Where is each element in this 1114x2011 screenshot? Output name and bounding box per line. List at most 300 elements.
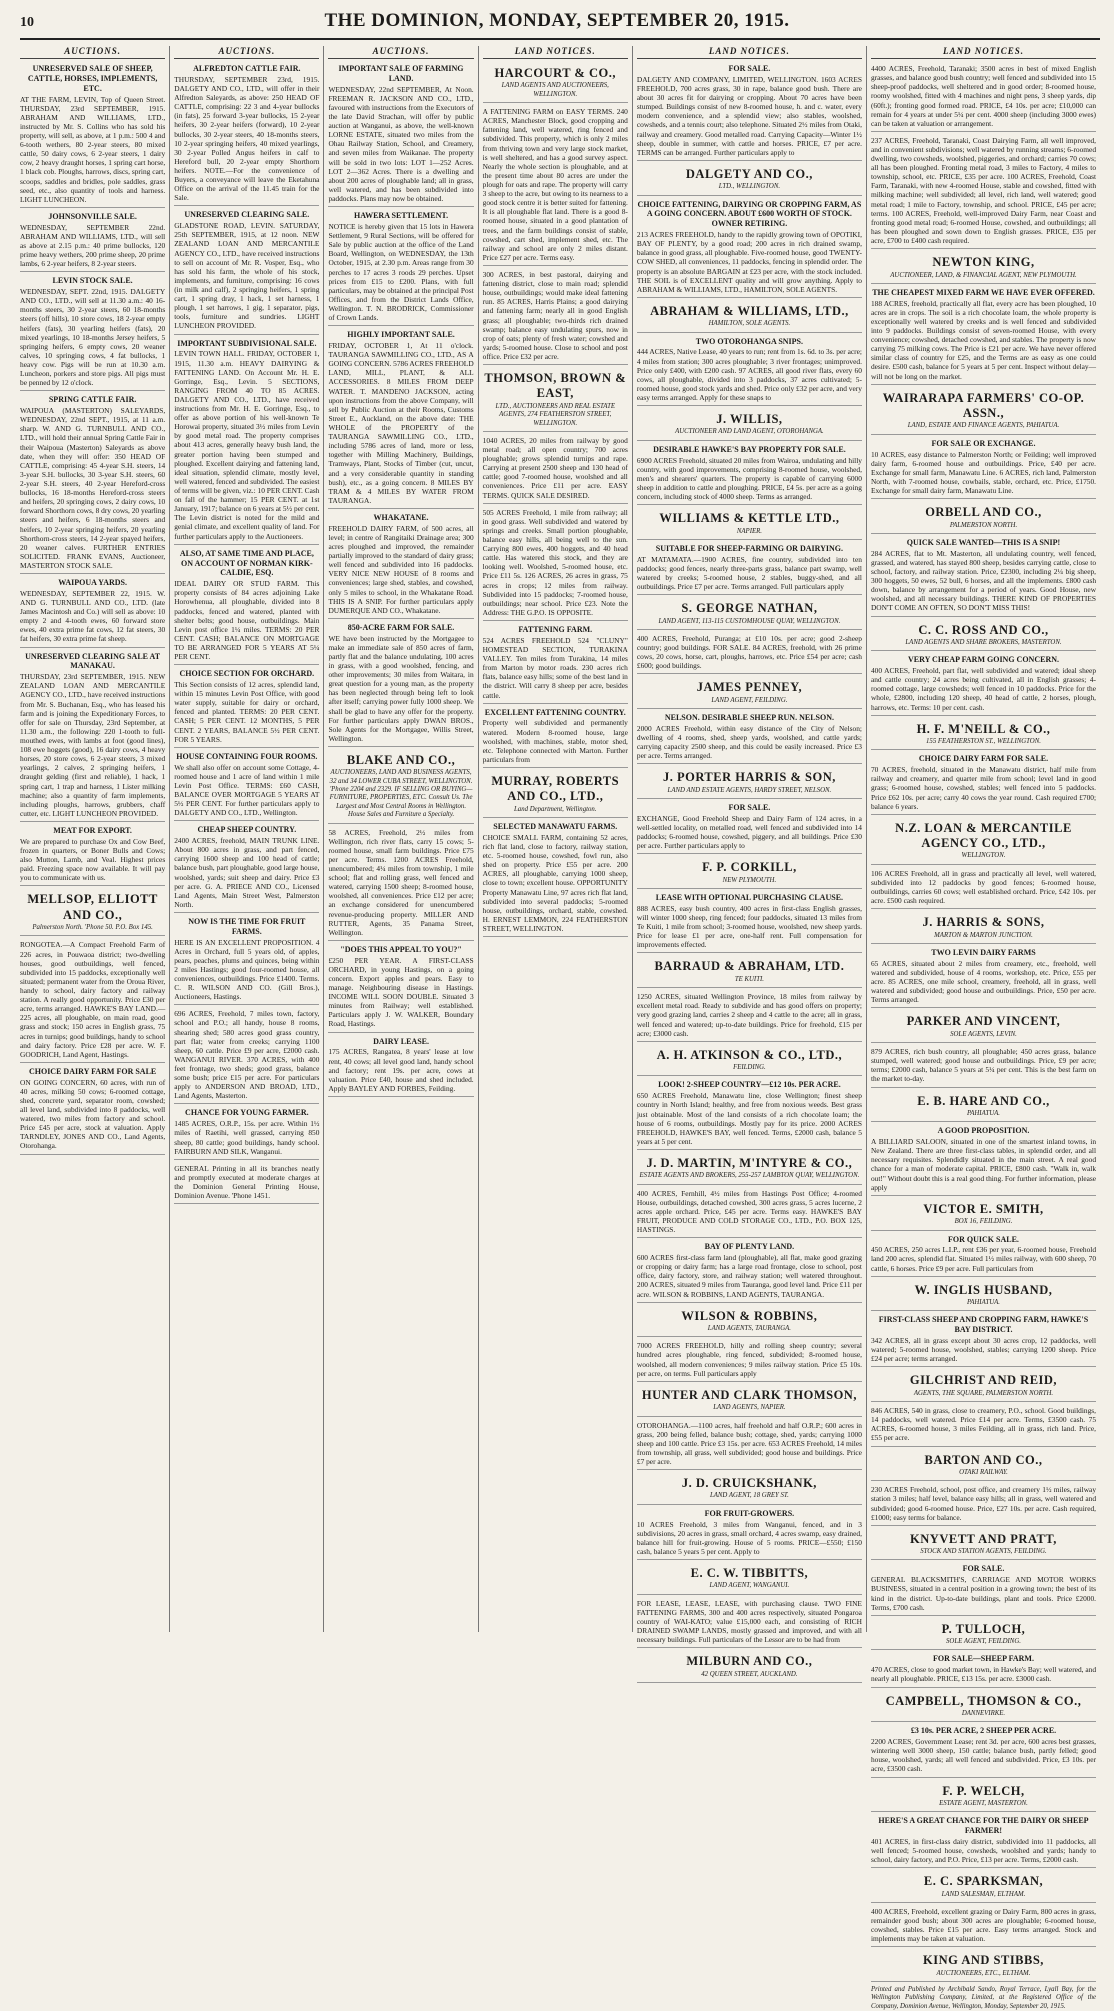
ad-title: FATTENING FARM. [518, 625, 593, 635]
ad-body: THURSDAY, 23rd SEPTEMBER, 1915. NEW ZEALAND LOAN AND MERCANTILE AGENCY CO., LTD., have received instructions from Mr. S. Buchanan, Esq., who has leased his farm and is joining the Expeditionary Forces, to offer for sale on Thursday, 23rd September, at 11.30 a.m., the following: 220 1-tooth to full-mouthed ewes, with lambs at foot (good lines), 108 ewe hoggets (good), 16 dairy cows, 4 heavy horses, 20 store cows, 6 2-year steers, 3 mixed yearlings, 2 calves, 2 springing heifers, 1 draught gelding (first and reliable), 1 hack, 1 spring cart, 1 trap and harness, 1 Lister milking machine; also a quantity of farm implements, including ploughs, harrows, grubbers, chaff cutter, etc. LIGHT LUNCHEON PROVIDED. [20, 672, 166, 818]
ad-firm-address: OTAKI RAILWAY. [959, 1468, 1008, 1476]
ad-body: 1485 ACRES, O.R.P., 15s. per acre. Within 1½ miles of Raetihi, well grassed, carrying 850 sheep, 80 cattle; good buildings, handy school. FAIRBURN AND SILK, Wanganui. [174, 1119, 320, 1156]
ad-body: 2400 ACRES, freehold, MAIN TRUNK LINE. About 800 acres in grass, and part fenced, carrying 1600 sheep and 100 head of cattle; balance bush, part ploughable, good large house, woolshed, yards; suit sheep and dairy. Price £3 per acre. G. A. PRIECE AND CO., Licensed Land Agents, Main Street West, Palmerston North. [174, 836, 320, 909]
ad-title: ALFREDTON CATTLE FAIR. [193, 64, 301, 74]
advertisement [871, 1369, 1096, 1402]
advertisement [328, 511, 473, 619]
advertisement [637, 801, 862, 854]
ad-body: 400 ACRES, Freehold, Puranga; at £10 10s. per acre; good 2-sheep country; good buildings. FOR SALE. 84 ACRES, freehold, with 26 prime cows, 20 cows, horse, cart, ploughs, harrows, etc. Price £54 per acre; cash £600; good buildings. [636, 633, 862, 671]
ad-body: ON GOING CONCERN, 60 acres, with run of 40 acres, milking 50 cows; 6-roomed cottage, shed, concrete yard, separator room, cowshed; all level land, subdivided into 8 paddocks, well watered, two miles from factory and school. Price £45 per acre, stock at valuation. Apply TARNDLEY, JONES AND CO., Land Agents, Otorohanga. [20, 1077, 166, 1151]
ad-body: 1040 ACRES, 20 miles from railway by good metal road; all open country; 700 acres ploughable; grows splendid turnips and rape. Carrying at present 2500 sheep and 130 head of cattle; good 7-roomed house, woolshed and all conveniences. Price £11 per acre. EASY TERMS. QUICK SALE DESIRED. [482, 435, 628, 500]
advertisement [174, 915, 319, 1005]
advertisement [20, 393, 165, 574]
advertisement [637, 408, 862, 441]
ad-firm-name: VICTOR E. SMITH, [923, 1201, 1044, 1216]
advertisement [637, 1305, 862, 1338]
ad-body: 444 ACRES, Native Lease, 40 years to run; rent from 1s. 6d. to 3s. per acre; 4 miles from station; 300 acres ploughable; 3 river frontages; unimproved. Price only £400, with £200 cash. 97 ACRES, all good river flats, every 60 cows, all ploughable, divided into 3 paddocks, 37 acres cultivated; 5-roomed house, good stock yards and shed. Price only £32 per acre, and very easy terms arranged. Apply for these snaps to [636, 347, 862, 402]
ad-body: 6900 ACRES Freehold, situated 20 miles from Wairoa, undulating and hilly country, with good improvements, comprising 8-roomed house, woolshed, men's and shearers' quarters. The property is capable of carrying 6000 sheep in addition to cattle and ploughing. PRICE, £4 5s. per acre as a going concern, including stock of 4000 sheep. Terms as arranged. [636, 455, 862, 502]
ad-body: 600 ACRES first-class farm land (ploughable), all flat, make good grazing or cropping or dairy farm; has a large road frontage, close to school, post office, dairy factory, store, and railway station; well watered throughout. 200 ACRES, situated 9 miles from Tauranga, good level land. Price £11 per acre. WILSON & ROBBINS, LAND AGENTS, TAURANGA. [636, 1253, 862, 1299]
advertisement [637, 676, 862, 709]
ad-firm-name: MURRAY, ROBERTS AND CO., LTD., [491, 773, 620, 804]
ad-title: BAY OF PLENTY LAND. [704, 1242, 795, 1252]
advertisement [637, 891, 862, 953]
ad-firm-address: LAND AGENTS AND AUCTIONEERS, WELLINGTON. [501, 82, 609, 98]
ad-body: THURSDAY, SEPTEMBER 23rd, 1915. DALGETY AND CO., LTD., will offer in their Alfredton Saleyards, as above: 250 HEAD OF CATTLE, comprising: 22 3 and 4-year bullocks (in fats), 25 forward 3-year bullocks, 15 2-year heifers, 30 2-year heifers (forward), 10 2-year bullocks, 30 2-year steers, 40 18-months steers, 10 2-year springing heifers, 40 mixed yearlings, 30 2-year Polled Angus heifers in calf to Hereford bull, 20 2-year empty Shorthorn heifers. NOTE.—For the convenience of Buyers, a conveyance will leave the Eketahuna Office on the arrival of the 11.45 train for the Sale. [174, 74, 320, 203]
advertisement [20, 938, 165, 1062]
advertisement [871, 1313, 1096, 1367]
advertisement [871, 752, 1096, 814]
ad-firm-address: LAND AGENTS, NAPIER. [713, 1404, 786, 1412]
ad-title: MEAT FOR EXPORT. [53, 825, 132, 835]
advertisement [637, 1339, 862, 1381]
column-4 [478, 46, 632, 1632]
advertisement [871, 1690, 1096, 1723]
advertisement [871, 653, 1096, 715]
newspaper-title: THE DOMINION, MONDAY, SEPTEMBER 20, 1915. [324, 10, 790, 31]
ad-firm-name: NEWTON KING, [932, 255, 1035, 270]
printer-colophon: Printed and Published by Archibald Sando, Royal Terrace, Lyall Bay, for the Wellington Publishing Company, Limited, at the Registered Office of the Company, Dominion Avenue, Wellington, Monday, September 20, 1915. [870, 1986, 1097, 2010]
ad-firm-address: LAND AGENT, WANGANUI. [709, 1582, 790, 1590]
advertisement [637, 711, 862, 764]
ad-title: UNRESERVED CLEARING SALE. [184, 210, 310, 220]
advertisement [871, 1010, 1096, 1043]
advertisement [871, 251, 1096, 284]
ad-title: THE CHEAPEST MIXED FARM WE HAVE EVER OFFERED. [872, 287, 1095, 297]
ad-firm-address: ESTATE AGENT, MASTERTON. [939, 1799, 1028, 1807]
ad-firm-address: PAHIATUA. [966, 1109, 1001, 1117]
ad-body: 879 ACRES, rich bush country, all ploughable; 450 acres grass, balance stumped, well watered; good house and outbuildings. Price, £9 per acre; terms; £2000 cash, balance 5 years at 5¼ per cent. This is the best farm on the market to-day. [870, 1047, 1097, 1084]
ad-body: We shall also offer on account some Cottage, 4-roomed house and 1 acre of land within 1 mile Levin Post Office. TERMS: £60 CASH, BALANCE OVER MORTGAGE 5 YEARS AT 5½ PER CENT. For further particulars apply to DALGETY AND CO., LTD., Wellington. [174, 762, 320, 818]
advertisement [328, 328, 473, 509]
column-1 [20, 46, 169, 1632]
ad-title: VERY CHEAP FARM GOING CONCERN. [907, 655, 1060, 665]
ad-firm-address: SOLE AGENT, FEILDING. [946, 1638, 1021, 1646]
advertisement [871, 867, 1096, 909]
advertisement [637, 1240, 862, 1302]
ad-title: SPRING CATTLE FAIR. [48, 395, 137, 405]
ad-firm-address: STOCK AND STATION AGENTS, FEILDING. [920, 1548, 1047, 1556]
ad-firm-name: BLAKE AND CO., [346, 753, 456, 768]
ad-body: EXCHANGE, Good Freehold Sheep and Dairy Farm of 124 acres, in a well-settled locality, on metalled road, well fenced and subdivided into 14 paddocks; 6-roomed house, cowshed, piggery, and all buildings. Price £30 per acre. Further particulars apply to [636, 813, 862, 851]
ad-title: SUITABLE FOR SHEEP-FARMING OR DAIRYING. [655, 543, 844, 553]
ad-title: QUICK SALE WANTED—THIS IS A SNIP! [906, 537, 1061, 547]
ad-firm-name: F. P. WELCH, [942, 1783, 1025, 1798]
ad-firm-address: AUCTIONEER AND LAND AGENT, OTOROHANGA. [675, 428, 824, 436]
ad-firm-name: ABRAHAM & WILLIAMS, LTD., [650, 303, 849, 318]
advertisement [174, 1106, 319, 1159]
ad-body: A FATTENING FARM on EASY TERMS. 240 ACRES, Manchester Block, good cropping and fattening land, well watered, ring fenced and subdivided. This property, which is only 2 miles from thriving town and very large stock market, is well sheltered, and has a good survey aspect. Nearly the whole section is ploughable, and at the present time about 80 acres are under the plough for oats and rape. The property will carry 3 sheep to the acre, but owing to its nearness to a good stock centre it is better suited for fattening. It is all ploughable flat land. There is a good 8-roomed house, situated in a good plantation of trees, and the farm buildings consist of stable, cowshed, cart shed, implement shed, etc. The railway and school are only 2 miles distant. Price £27 per acre. Terms easy. [482, 107, 628, 262]
ad-firm-address: PAHIATUA. [966, 1299, 1001, 1307]
ad-body: 7000 ACRES FREEHOLD, hilly and rolling sheep country; several hundred acres ploughable, ring fenced, subdivided; 8-roomed house, woolshed, all modern conveniences; 9 miles railway station. Price £5 10s. per acre, on terms. Full particulars apply [636, 1341, 862, 1378]
advertisement [174, 208, 319, 334]
advertisement [871, 1618, 1096, 1651]
advertisement [20, 210, 165, 272]
advertisement [328, 1035, 473, 1097]
advertisement [637, 1650, 862, 1683]
advertisement [871, 134, 1096, 249]
advertisement [483, 434, 628, 504]
advertisement [20, 650, 165, 822]
advertisement [637, 1078, 862, 1149]
ad-firm-address: LAND AGENT, 18 GREY ST. [709, 1492, 789, 1500]
ad-firm-name: P. TULLOCH, [941, 1621, 1026, 1636]
advertisement [871, 1124, 1096, 1195]
advertisement [637, 1419, 862, 1471]
advertisement [871, 387, 1096, 435]
ad-body: 58 ACRES, Freehold, 2½ miles from Wellington, rich river flats, carry 15 cows; 5-roomed house, small farm buildings. Price £75 per acre. Terms. 1200 ACRES Freehold, unencumbered; 4¼ miles from township, 1 mile school; flat and rolling grass, well fenced and watered, carrying 1500 sheep; 8-roomed house, woolshed, all conveniences. Price £12 per acre; an exchange considered for unencumbered revenue-producing property. MILLER AND RUTTER, Agents, 35 Panama Street, Wellington. [328, 827, 474, 937]
ad-body: WEDNESDAY, SEPT. 22nd, 1915. DALGETY AND CO., LTD., will sell at 11.30 a.m.: 40 16-months steers, 30 2-year steers, 60 18-months steers (off hills), 10 store cows, 18 2-year empty heifers (fats), 30 yearling heifers (fats), 20 mixed yearlings, 10 18-months Jersey heifers, 5 springing heifers, 6 empty cows, 20 weaner calves, 10 springing cows, 4 fat bullocks, 1 heavy cow. Pigs will be run at 10.30 a.m. Luncheon, porkers and store pigs. All pigs must be penned by 12 o'clock. [20, 287, 166, 388]
advertisement [871, 911, 1096, 944]
ad-firm-address: 42 QUEEN STREET, AUCKLAND. [701, 1670, 798, 1678]
advertisement [483, 770, 628, 818]
ad-body: 106 ACRES Freehold, all in grass and practically all level, well watered, subdivided into 12 paddocks by good fences; 6-roomed house, outbuildings, carries 60 cows; well established orchard. Price, £42 10s. per acre. £500 cash required. [870, 868, 1097, 906]
ad-firm-name: JAMES PENNEY, [696, 680, 803, 695]
column-heading: AUCTIONS. [174, 46, 319, 59]
advertisement [20, 274, 165, 391]
ad-body: NOTICE is hereby given that 15 lots in Hawera Settlement, 9 Rural Sections, will be offered for Sale by public auction at the office of the Land Board, Wellington, on WEDNESDAY, the 13th October, 1915, at 2.30 p.m. Areas range from 30 perches to 17 acres 3 roods 29 perches. Upset prices from £15 to £200. Plans, with full particulars, may be obtained at the principal Post Offices, and from the District Lands Office, Wellington. T. N. BRODRICK, Commissioner of Crown Lands. [328, 221, 474, 323]
ad-firm-name: J. WILLIS, [716, 412, 783, 427]
ad-title: FOR SALE. [962, 1564, 1005, 1574]
ad-title: CHANCE FOR YOUNG FARMER. [185, 1108, 309, 1118]
column-heading: AUCTIONS. [20, 46, 165, 59]
ad-body: FRIDAY, OCTOBER 1, At 11 o'clock. TAURANGA SAWMILLING CO., LTD., AS A GOING CONCERN. 5786 ACRES FREEHOLD LAND, MILL, PLANT, & ALL ACCESSORIES. 8 MILES FROM DEEP WATER. T. MANDENO JACKSON, acting upon instructions from the above Company, will sell by Public Auction at their Rooms, Customs Street E., Auckland, on the above date: THE WHOLE of the PROPERTY of the TAURANGA SAWMILLING CO., LTD., including 5786 acres of land, more or less, together with Milling Machinery, Buildings, Tramways, Plant, Stocks of Timber (cut, uncut, and a very considerable quantity in standing bush), etc., as a going concern. 8 MILES BY TRAM & 4 MILES BY WATER FROM TAURANGA. [328, 341, 474, 505]
ad-firm-address: AUCTIONEERS, LAND AND BUSINESS AGENTS, 32 and 34 LOWER CUBA STREET, WELLINGTON. 'Phone 2204 and 2329. IF SELLING OR BUYING—FURNITURE, PROPERTIES, ETC. Consult Us. The Largest and Most Central Rooms in Wellington. House Sales and Furniture a Specialty. [329, 769, 473, 819]
ad-firm-name: W. INGLIS HUSBAND, [914, 1282, 1053, 1297]
ad-firm-name: N.Z. LOAN & MERCANTILE AGENCY CO., LTD., [895, 820, 1072, 851]
ad-body: 2000 ACRES Freehold, within easy distance of the City of Nelson; dwelling of 4 rooms, shed, sheep yards, woolshed, and cattle yards; carrying capacity 2500 sheep, and this could be easily increased. Price £3 per acre. Terms arranged. [636, 723, 862, 761]
advertisement [871, 1279, 1096, 1312]
ad-firm-address: ESTATE AGENTS AND BROKERS, 255-257 LAMBTON QUAY, WELLINGTON. [639, 1172, 860, 1180]
ad-firm-name: THOMSON, BROWN & EAST, [484, 371, 627, 401]
ad-firm-name: WILLIAMS & KETTLE LTD., [659, 511, 840, 526]
ad-firm-name: MILBURN AND CO., [686, 1654, 813, 1669]
advertisement [871, 1905, 1096, 1947]
advertisement [637, 597, 862, 630]
ad-title: WHAKATANE. [373, 512, 429, 522]
advertisement [637, 443, 862, 505]
advertisement [637, 163, 862, 196]
advertisement [328, 621, 473, 747]
advertisement [637, 1597, 862, 1649]
advertisement [871, 1090, 1096, 1123]
ad-firm-address: SOLE AGENTS, LEVIN. [950, 1030, 1017, 1038]
advertisement [871, 501, 1096, 534]
ad-title: HIGHLY IMPORTANT SALE. [347, 330, 455, 340]
advertisement [483, 706, 628, 768]
ad-body: CHOICE SMALL FARM, containing 52 acres, rich flat land, close to factory, railway station, etc. 5-roomed house, cowshed, fowl run, also shed on property. Price £55 per acre. 200 ACRES, all ploughable, carrying 1000 sheep, close to town; excellent house. OPPORTUNITY Property Manawatu Line, 97 acres rich flat land, subdivided into several paddocks; 5-roomed house, outbuildings, orchard, stable, cowshed. H. ERNEST LEMMON, 224 FEATHERSTON STREET, WELLINGTON. [482, 832, 628, 934]
advertisement [871, 1449, 1096, 1482]
column-2 [169, 46, 323, 1632]
ad-firm-address: DANNEVIRKE. [961, 1709, 1006, 1717]
ad-title: LEASE WITH OPTIONAL PURCHASING CLAUSE. [655, 893, 844, 903]
ad-body: We are prepared to purchase Ox and Cow Beef, frozen in quarters, or Boner Bulls and Cows; also Mutton, Lamb, and Veal. Highest prices paid. Freezing space now available. It will pay you to communicate with us. [20, 836, 166, 883]
advertisement [871, 1233, 1096, 1277]
advertisement [871, 536, 1096, 617]
page-number: 10 [20, 15, 34, 30]
ad-body: OTOROHANGA.—1100 acres, half freehold and half O.R.P.; 600 acres in grass, 200 being felled, balance bush; cottage, shed, yards; carrying 1000 sheep and 100 cattle. Price £3 15s. per acre. 653 ACRES Freehold, 14 miles from township, all grass, well subdivided; good house and buildings. Price £7 per acre. [636, 1420, 862, 1466]
ad-title: HERE'S A GREAT CHANCE FOR THE DAIRY OR SHEEP FARMER! [878, 1816, 1089, 1836]
ad-title: CHOICE DAIRY FARM FOR SALE. [918, 754, 1049, 764]
ad-firm-name: E. C. SPARKSMAN, [923, 1874, 1044, 1889]
ad-firm-address: FEILDING. [733, 1064, 766, 1072]
advertisement [174, 547, 319, 665]
ad-body: 284 ACRES, flat to Mt. Masterton, all undulating country, well fenced, grassed, and watered, has stayed 800 sheep, besides carrying cattle, close to school, factory, and railway station. Price, £2300, including 2¼ big sheep, 300 hoggets, 50 ewes, 52 bull, 6 horses, and all the implements. £800 cash down, balance by arrangement for a period of years. Good House, new woolshed, and all necessary buildings. THERE KIND OF PROPERTIES DON'T COME AN OFTEN, SO DON'T MISS THIS! [870, 548, 1097, 613]
advertisement [637, 300, 862, 333]
advertisement [483, 623, 628, 704]
advertisement [637, 856, 862, 889]
advertisement [637, 766, 862, 799]
ad-firm-name: CAMPBELL, THOMSON & CO., [885, 1693, 1082, 1708]
ad-firm-name: C. C. ROSS AND CO., [918, 622, 1049, 637]
advertisement [20, 824, 165, 886]
column-heading: LAND NOTICES. [637, 46, 862, 59]
ad-title: LEVIN STOCK SALE. [52, 276, 133, 286]
ad-body: 10 ACRES Freehold, 3 miles from Wanganui, fenced, and in 3 subdivisions, 20 acres in grass, small orchard, 4 acres swamp, easy drained, balance hill for fruit-growing. House of 5 rooms. PRICE—£550; £150 cash, balance 5 years 5 per cent. Apply to [636, 1519, 862, 1556]
ad-body: 505 ACRES Freehold, 1 mile from railway; all in good grass. Well subdivided and watered by springs and creeks. Small portion ploughable, balance easy hills, all being well to the sun. Carrying 800 ewes, 400 hoggets, and 40 head cattle. Has watered this stock, and they are looking well. Woolshed, 5-roomed house, etc. Price £11 5s. 126 ACRES, 26 acres in grass, 75 acres in crops; 12 miles from railway. Subdivided into 15 paddocks; 7-roomed house, outbuildings; near school. Price £23. Note the Address: THE G.P.O. IS OPPOSITE. [482, 507, 628, 617]
ad-firm-address: PALMERSTON NORTH. [949, 521, 1018, 529]
ad-title: EXCELLENT FATTENING COUNTRY. [484, 707, 626, 717]
ad-title: NOW IS THE TIME FOR FRUIT FARMS. [188, 916, 306, 936]
ad-firm-address: AGENTS, THE SQUARE, PALMERSTON NORTH. [913, 1389, 1054, 1397]
ad-body: 650 ACRES Freehold, Manawatu line, close Wellington; finest sheep country in North Island; healthy, and free from noxious weeds. Best grass just obtainable. Most of the land consists of a rich chocolate loam; the house of 6 rooms, outbuildings. Mostly pay for its price. 2000 ACRES FREEHOLD, HAWKE'S BAY, well fenced. Terms, £2000 cash, balance 5 years at 5 per cent. [636, 1091, 862, 1146]
ad-firm-name: HUNTER AND CLARK THOMSON, [641, 1387, 857, 1402]
advertisement [328, 209, 473, 326]
ad-firm-name: WILSON & ROBBINS, [681, 1308, 818, 1323]
column-heading: LAND NOTICES. [483, 46, 628, 59]
advertisement [174, 337, 319, 545]
advertisement [328, 826, 473, 941]
advertisement [871, 1198, 1096, 1231]
ad-body: DALGETY AND COMPANY, LIMITED, WELLINGTON. 1603 ACRES FREEHOLD, 700 acres grass, 30 in rape, balance good bush. There are about 30 acres fit for dairying or cropping. About 70 acres have been stumped. Buildings consist of new 8-roomed house, h. and c. water, every modern convenience, and a splendid view; also stables, woolshed, cowsheds, and a tennis court; also telephone. Situated 2½ miles from Otaki, railway and creamery. Good metalled road. Carrying Capacity—Winter 1½ sheep, double in summer, with cattle and horses. PRICE, £7 per acre. TERMS can be arranged. Further particulars apply to [636, 74, 862, 157]
ad-body: 213 ACRES FREEHOLD, handy to the rapidly growing town of OPOTIKI, BAY OF PLENTY, by a good road; 200 acres in rich drained swamp, balance in good grass, all ploughable. Five-roomed house, good TWENTY-COW SHED, all conveniences, 11 paddocks, fencing in splendid order. The property is an absolute BARGAIN at £23 per acre, with the stock included. THE SOIL is of EXCELLENT quality and will grow anything. Apply to ABRAHAM & WILLIAMS, LTD., HAMILTON, SOLE AGENTS. [636, 230, 862, 294]
ad-firm-address: Land Department, Wellington. [514, 805, 597, 813]
ad-firm-address: AUCTIONEER, LAND, & FINANCIAL AGENT, NEW PLYMOUTH. [890, 271, 1077, 279]
advertisement [20, 1065, 165, 1155]
advertisement [328, 749, 473, 824]
advertisement [637, 335, 862, 406]
ad-body: GENERAL BLACKSMITH'S, CARRIAGE AND MOTOR WORKS BUSINESS, situated in a central position in a growing town; the best of its kind in the district. Up-to-date buildings, plant and tools. Price £2000. Terms, £700 cash. [870, 1575, 1097, 1612]
ad-firm-name: DALGETY AND CO., [685, 166, 813, 181]
ad-firm-address: LAND SALESMAN, ELTHAM. [941, 1890, 1026, 1898]
ad-body: £250 PER YEAR. A FIRST-CLASS ORCHARD, in young Hastings, on a going concern. Export apples and pears. Easy to manage. Neighbouring disease in Hastings. INCOME WILL SOON DOUBLE. Situated 3 minutes from Railway; well established. Particulars apply J. W. WALKER, Boundary Road, Hastings. [328, 955, 474, 1029]
ad-body: RONGOTEA.—A Compact Freehold Farm of 226 acres, in Pouwaoa district; two-dwelling houses, good outbuildings, well fenced, subdivided into 15 paddocks, exceptionally well situated; permanent water from the Oroua River, handy to school, dairy factory and railway station. A really good opportunity. Price £30 per acre, terms arranged. HAWKE'S BAY LAND.—225 acres, all ploughable, on main road, good grass and stock; 150 acres in English grass, 75 acres in turnips; good buildings, handy to school and dairy factory. Price £28 per acre. W. F. GOODRICH, Land Agent, Hastings. [20, 940, 166, 1059]
ad-title: FIRST-CLASS SHEEP AND CROPPING FARM, HAWKE'S BAY DISTRICT. [878, 1315, 1089, 1335]
ad-title: FOR SALE. [728, 64, 771, 74]
ad-title: TWO OTOROHANGA SNIPS. [695, 336, 804, 346]
ad-firm-name: PARKER AND VINCENT, [906, 1014, 1061, 1029]
advertisement [871, 1528, 1096, 1561]
ad-title: DESIRABLE HAWKE'S BAY PROPERTY FOR SALE. [653, 444, 846, 454]
advertisement [871, 1045, 1096, 1087]
ad-firm-address: MARTON & MARTON JUNCTION. [934, 931, 1033, 939]
ad-title: NELSON. DESIRABLE SHEEP RUN. NELSON. [664, 713, 834, 723]
advertisement [174, 1162, 319, 1204]
advertisement [637, 1472, 862, 1505]
ad-body: 696 ACRES, Freehold, 7 miles town, factory, school and P.O.; all handy, house 8 rooms, shearing shed; 580 acres good grass country, part flat; water from creeks; carrying 1100 sheep, 60 cattle. Price £9 per acre, £2000 cash. WANGANUI RIVER. 370 ACRES, with 400 feet frontage, two sheds; good grass, balance some bush; price £15 per acre. For particulars apply to ANDERSON AND BROAD, LTD., Land Agents, Masterton. [174, 1009, 320, 1101]
ad-firm-address: NEW PLYMOUTH. [722, 876, 777, 884]
ad-firm-address: WELLINGTON. [961, 852, 1006, 860]
ad-body: WE have been instructed by the Mortgagee to make an immediate sale of 850 acres of farm, partly flat and the balance undulating, 100 acres in grass, with a good woolshed, fencing, and other improvements; 30 miles from Waitara, in great question for a young man, as the property has been neglected through being left to look after itself; carrying power fully 1000 sheep. We shall be glad to have any offer for the property. For further particulars apply DWAN BROS., Sole Agents for the Mortgagee, Willis Street, Wellington. [328, 633, 474, 743]
column-3 [323, 46, 477, 1632]
advertisement [871, 1562, 1096, 1615]
ad-firm-name: E. B. HARE AND CO., [917, 1093, 1050, 1108]
advertisement [637, 632, 862, 674]
ad-body: 401 ACRES, in first-class dairy district, subdivided into 11 paddocks, all well fenced; 5-roomed house, cowsheds, woolshed and yards; handy to school, dairy factory, and P.O. Price, £13 per acre. Terms, £2000 cash. [870, 1836, 1097, 1865]
ad-body: 400 ACRES, Fernhill, 4½ miles from Hastings Post Office; 4-roomed House, outbuildings, detached cowshed, 300 acres grass, 5 acres lucerne, 2 acres apple orchard. Price, £45 per acre. Terms easy. HAWKE'S BAY FRUIT, PRODUCE AND COLD STORAGE CO., LTD., P.O. BOX 125, HASTINGS. [636, 1188, 862, 1235]
advertisement [637, 62, 862, 161]
ad-firm-address: LAND, ESTATE AND FINANCE AGENTS, PAHIATUA. [907, 422, 1060, 430]
ad-title: CHOICE DAIRY FARM FOR SALE [28, 1066, 157, 1076]
ad-firm-name: MELLSOP, ELLIOTT AND CO., [27, 892, 158, 922]
ad-title: A GOOD PROPOSITION. [937, 1126, 1030, 1136]
column-5 [632, 46, 866, 1678]
advertisement [483, 62, 628, 103]
advertisement [637, 1384, 862, 1417]
ad-body: 1250 ACRES, situated Wellington Province, 18 miles from railway by excellent metal road. Ready to subdivide and has good offers on property; very good grazing land, carries 2 sheep and 4 cattle to the acre; all in grass, well fenced and watered; up-to-date buildings. Price for freehold, £15 per acre; £3000 cash. [636, 992, 862, 1038]
ad-title: DAIRY LEASE. [373, 1036, 429, 1046]
ad-title: 850-ACRE FARM FOR SALE. [347, 622, 455, 632]
ad-title: CHEAP SHEEP COUNTRY. [197, 825, 297, 835]
ad-body: 230 ACRES Freehold, school, post office, and creamery 1½ miles, railway station 3 miles; half level, balance easy hills; all in grass, well watered and subdivided; good 6-roomed house. Price, £27 10s. per acre. Cash required, £1000; easy terms for balance. [870, 1485, 1097, 1522]
advertisement [871, 1483, 1096, 1525]
advertisement [174, 667, 319, 748]
advertisement [871, 1652, 1096, 1687]
advertisement [483, 367, 628, 432]
ad-title: IMPORTANT SUBDIVISIONAL SALE. [177, 338, 317, 348]
ad-body: AT THE FARM, LEVIN, Top of Queen Street. THURSDAY, 23rd SEPTEMBER, 1915. ABRAHAM AND WILLIAMS, LTD., instructed by Mr. S. Collins who has sold his property, will sell, as above, at 1 p.m.: 500 4 and 6-tooth wethers, 80 2-year steers, 80 mixed cattle, 50 dairy cows, 6 2-year steers, 1 dairy cow, 2 heavy draught horses, 1 spring cart horse, 1 black cob. Ploughs, harrows, discs, spring cart, scoops, saddles and bridles, pole saddles, grass seed, etc., also quantity of tools and harness. LIGHT LUNCHEON. [20, 94, 166, 204]
ad-body: WEDNESDAY, SEPTEMBER 22, 1915. W. AND G. TURNBULL AND CO., LTD. (late James Macintosh and Co.) will sell as above: 10 empty 2 and 4-tooth ewes, 60 forward store ewes, 40 extra prime fat cows, 12 fat steers, 30 fat heifers, 30 extra prime fat sheep. [20, 588, 166, 644]
ad-body: AT MATAMATA.—1900 ACRES, fine country, subdivided into ten paddocks; good fences, nearly three-parts grass, balance part swamp, well watered by creeks; 5-roomed house, 2 stables, buggy-shed, and all outbuildings. Price £7 per acre. Terms arranged. Full particulars apply [636, 554, 862, 592]
ad-body: 188 ACRES, freehold, practically all flat, every acre has been ploughed, 10 acres are in crops. The soil is a rich chocolate loam, the whole property is exceptionally well watered by creeks and is well fenced and subdivided into 9 paddocks. Buildings consist of seven-roomed House, with every convenience; cowshed, detached cowshed, and stables. The property is now carrying 75 milking cows. The Price is £21 per acre. We have never offered similar class of country for £25, and the Terms are as easy as one could desire. £500 cash, balance for 5 years at 5 per cent. Inspect without delay—will not be long on the market. [870, 298, 1097, 381]
ad-title: HOUSE CONTAINING FOUR ROOMS. [176, 751, 318, 761]
advertisement [871, 718, 1096, 751]
advertisement [871, 1780, 1096, 1813]
ad-body: 470 ACRES, close to good market town, in Hawke's Bay; well watered, and nearly all ploughable. PRICE, £13 15s. per acre. £3000 cash. [870, 1665, 1097, 1684]
advertisement [871, 817, 1096, 865]
ad-body: FOR LEASE, LEASE, LEASE, with purchasing clause. TWO FINE FATTENING FARMS, 300 and 400 acres respectively, situated Pongaroa country of WAI-KATO; value £15,000 each, and consisting of RICH DRAINED SWAMP LANDS, mostly grassed and improved, and with all necessary buildings. Full particulars of the Lessor are to be had from [636, 1598, 862, 1645]
advertisement [483, 105, 628, 266]
ad-firm-address: LAND AGENTS, TAURANGA. [707, 1325, 792, 1332]
ad-title: FOR FRUIT-GROWERS. [704, 1508, 795, 1518]
advertisement [871, 1949, 1096, 1982]
ad-title: CHOICE FATTENING, DAIRYING OR CROPPING FARM, AS A GOING CONCERN. ABOUT £600 WORTH OF STOCK. OWNER RETIRING. [637, 199, 862, 229]
ad-firm-address: AUCTIONEERS, ETC., ELTHAM. [936, 1969, 1031, 1977]
advertisement [174, 1007, 319, 1104]
ad-firm-address: NAPIER. [736, 527, 762, 535]
ad-body: 237 ACRES, Freehold, Taranaki, Coast Dairying Farm, all well improved, and in convenient subdivisions; well watered by running streams; 6-roomed dwelling, two cowsheds, woolshed, piggeries, and orchard; carries 70 cows; all has been ploughed. Fronting metal road, 3 miles to Factory, 4 miles to township, school, etc. PRICE, £35 per acre. 100 ACRES, Freehold, Coast Farm, Taranaki, with new 4-roomed House, stable and cowshed, fitted with milking machine; well subdivided; all level, rich land, well watered; good metal road; 1 mile to Factory, township, and school. PRICE, £45 per acre; terms. 100 ACRES, Freehold, well-improved Dairy Farm, near Coast and fronting good metal road; 6-roomed House, cowshed, and outbuildings; all has been ploughed and sown down to English grasses. PRICE, £35 per acre, £700 to £400 cash required. [870, 135, 1097, 246]
ad-body: 2200 ACRES, Government Lease; rent 3d. per acre, 600 acres best grasses, wintering well 3000 sheep, 150 cattle; balance bush, partly felled; good house, woolshed, yards; all well fenced and subdivided. Price, £3 10s. per acre, £3500 cash. [870, 1737, 1097, 1774]
advertisement [871, 286, 1096, 385]
column-heading: LAND NOTICES. [871, 46, 1096, 59]
advertisement [637, 198, 862, 298]
advertisement [871, 946, 1096, 1008]
ad-firm-name: H. F. M'NEILL & CO., [916, 721, 1051, 736]
ad-firm-name: KING AND STIBBS, [923, 1953, 1044, 1968]
ad-title: FOR SALE. [728, 803, 771, 813]
advertisement [328, 943, 473, 1033]
ad-body: 888 ACRES, easy bush country, 400 acres in first-class English grasses, will winter 1000 sheep, ring fenced; four paddocks, situated 13 miles from Te Kuiti, 1 mile from school; 3-roomed house, woolshed, new sheep yards. Price for lease £1 per acre, one-half rent. Full compensation for improvements effected. [636, 903, 862, 950]
advertisement [637, 1562, 862, 1595]
ad-firm-name: KNYVETT AND PRATT, [910, 1531, 1057, 1546]
ad-firm-address: HAMILTON, SOLE AGENTS. [708, 320, 791, 328]
ad-firm-address: LAND AGENTS AND SHARE BROKERS, MASTERTON. [905, 638, 1062, 646]
ad-title: LOOK! 2-SHEEP COUNTRY—£12 10s. PER ACRE. [658, 1080, 841, 1090]
ad-body: 400 ACRES, Freehold, part flat, well subdivided and watered; ideal sheep and cattle country; 24 acres being cultivated, all in English grasses; 4-roomed cottage, large cowsheds; well fenced in 10 paddocks. Price for the whole, £2800, including 120 sheep, 40 head of cattle, 2 horses, plough, harrows, etc. Terms: 10 per cent. cash. [870, 666, 1097, 712]
ad-title: FOR QUICK SALE. [948, 1234, 1019, 1244]
ad-body: WEDNESDAY, SEPTEMBER 22nd. ABRAHAM AND WILLIAMS, LTD., will sell as above at 2.15 p.m.: 40 prime bullocks, 120 prime heavy wethers, 200 prime sheep, 20 prime lambs, 6 2-year heifers, 8 2-year steers. [20, 222, 166, 269]
ad-title: IMPORTANT SALE OF FARMING LAND. [338, 64, 464, 83]
ad-firm-name: S. GEORGE NATHAN, [681, 601, 818, 616]
ad-title: JOHNSONVILLE SALE. [48, 211, 137, 221]
ad-title: FOR SALE OR EXCHANGE. [931, 438, 1036, 448]
ad-firm-name: J. PORTER HARRIS & SON, [662, 770, 836, 785]
ad-firm-name: J. D. MARTIN, M'INTYRE & CO., [646, 1155, 853, 1170]
ad-body: 65 ACRES, situated about 2 miles from creamery, etc., freehold, well watered and subdivided, house of 4 rooms, workshop, etc. Price, £55 per acre. 85 ACRES, one mile school, creamery, freehold, all in grass, well watered and subdivided; good house and outbuildings. Price, £50 per acre. Terms arranged. [870, 958, 1097, 1005]
ad-title: ALSO, AT SAME TIME AND PLACE, ON ACCOUNT OF NORMAN KIRK-CALDIE, ESQ. [179, 548, 314, 578]
column-6 [866, 46, 1100, 2010]
ad-firm-address: LAND AGENT, FEILDING. [711, 696, 788, 704]
ad-body: 400 ACRES, Freehold, excellent grazing or Dairy Farm, 800 acres in grass, remainder good bush; about 300 acres are ploughable; 6-roomed house, cowshed, stables. Price £15 per acre. Easy terms arranged. Stock and implements may be taken at valuation. [870, 1906, 1097, 1944]
advertisement [871, 437, 1096, 499]
advertisement [871, 1814, 1096, 1868]
ad-body: GLADSTONE ROAD, LEVIN. SATURDAY, 25th SEPTEMBER, 1915, at 12 noon. NEW ZEALAND LOAN AND MERCANTILE AGENCY CO., LTD., have received instructions to sell on account of Mr. R. Vosper, Esq., who has sold his farm, the whole of his stock, implements, and furniture, comprising: 16 cows (in milk and calf), 2 springing heifers, 1 spring cart, 1 spring dray, 1 hack, 1 set harness, 1 plough, 1 set harrows, 1 gig, 1 separator, pigs, tools, furniture and sundries. LIGHT LUNCHEON PROVIDED. [174, 221, 320, 331]
ad-firm-name: ORBELL AND CO., [925, 505, 1042, 520]
advertisement [20, 62, 165, 208]
ad-body: 10 ACRES, easy distance to Palmerston North; or Feilding; well improved dairy farm, 6-roomed house and outbuildings. Price, £40 per acre. Exchange for small farm, Manawatu Line. 6 ACRES, rich land, Palmerston North, with 7-roomed house, cowbails, stable, orchard, etc. Price, £1750. Exchange for small dairy farm, Manawatu Line. [870, 449, 1097, 496]
column-heading: AUCTIONS. [328, 46, 473, 59]
advertisement [871, 1870, 1096, 1903]
ad-title: SELECTED MANAWATU FARMS. [493, 822, 618, 832]
ad-body: LEVIN TOWN HALL. FRIDAY, OCTOBER 1, 1915, 11.30 a.m. HEAVY DAIRYING & FATTENING LAND. On Account Mr. H. E. Gorringe, Esq., Levin. 5 SECTIONS, RANGING FROM 40 TO 85 ACRES. DALGETY AND CO., LTD., have received instructions from Mr. H. E. Gorringe, Esq., to offer as above portion of his well-known Te Horowai property, situated 3½ miles from Levin by good metal road. The property comprises about 413 acres, generally heavy bush land, the greater portion having been stumped and ploughed. Excellent dairying and fattening land, ideal situation, splendid climate, mostly level, well watered, fenced and subdivided. The easiest of terms will be given, viz.: 10 PER CENT. Cash on fall of the hammer; 15 PER CENT. at 1st January, 1917; balance on 6 years at 5½ per cent. The Levin district is noted for the mild and genial climate, and excellent quality of land. For further particulars apply to the Auctioneers. [174, 349, 320, 541]
ad-body: 524 ACRES FREEHOLD 524 "CLUNY" HOMESTEAD SECTION, TURAKINA VALLEY. Ten miles from Turakina, 14 miles from Marton by motor roads. 230 acres rich flats, balance easy hills; some of the best land in the district. Will carry 8 sheep per acre, besides cattle. [482, 635, 628, 700]
advertisement [328, 62, 473, 207]
advertisement [871, 1404, 1096, 1446]
ad-body: 4400 ACRES, Freehold, Taranaki; 3500 acres in best of mixed English grasses, and balance good bush country; well fenced and subdivided into 15 sheep-proof paddocks, well sheltered and in good order; 8-roomed house, roomy woolshed, fitted with 4 machines and night pens, 3 sheep yards, dip (60ft.); fronting good formed road. PRICE, £4 10s. per acre; £10,000 can remain for 4 years at under 5¼ per cent. 4000 sheep (including 3000 ewes) can be taken at valuation or arrangement. [870, 64, 1097, 128]
ad-body: 175 ACRES, Rangatea, 8 years' lease at low rent, 40 cows; all level good land, handy school and factory; rent 19s. per acre, cows at valuation. Price £40, house and shed included. Apply BAYLEY AND FORBES, Feilding. [328, 1047, 474, 1093]
ad-title: WAIPOUA YARDS. [58, 578, 127, 588]
ad-firm-address: LAND AND ESTATE AGENTS, HARDY STREET, NELSON. [667, 786, 832, 794]
advertisement [637, 1507, 862, 1560]
ad-firm-name: A. H. ATKINSON & CO., LTD., [656, 1047, 843, 1062]
advertisement [174, 62, 319, 206]
ad-title: HAWERA SETTLEMENT. [353, 211, 449, 221]
ad-firm-name: HARCOURT & CO., [494, 66, 616, 81]
ad-firm-name: J. HARRIS & SONS, [922, 915, 1045, 930]
ad-body: WAIPOUA (MASTERTON) SALEYARDS, WEDNESDAY, 22nd SEPT., 1915, at 11 a.m. sharp. W. AND G. TURNBULL AND CO., LTD., will hold their annual Spring Cattle Fair in their Waipoua (Masterton) Saleyards as above date, when they will offer: 350 HEAD OF CATTLE, comprising: 45 4-year S.H. steers, 14 3-year S.H. bullocks, 30 3-year S.H. steers, 60 2-year S.H. steers, 40 2-year Hereford-cross bullocks, 16 18-months Hereford-cross steers and heifers, 20 springing cows, 2 dairy cows, 10 forward Shorthorn cows, 8 dry cows, 20 yearling steers and heifers, 6 18-months steers and heifers, 10 2-year springing heifers, 20 yearling Shorthorn-cross steers, 14 2-year spayed heifers, 20 weaner calves. FURTHER ENTRIES SOLICITED. FRANK EVANS, Auctioneer, MASTERTON STOCK SALE. [20, 406, 166, 570]
ad-title: UNRESERVED SALE OF SHEEP, CATTLE, HORSES, IMPLEMENTS, ETC. [27, 64, 158, 93]
ad-body: 70 ACRES, freehold, situated in the Manawatu district, half mile from railway and creamery, and quarter mile from school; level land in good grass; 6-roomed house, cowshed, stables; well fenced into 5 paddocks. Price £62 10s. per acre; carry 40 cows the year round. Cash required £700; balance 6 years. [870, 765, 1097, 811]
advertisement [637, 1152, 862, 1185]
ad-firm-address: 155 FEATHERSTON ST., WELLINGTON. [926, 737, 1041, 745]
advertisement [20, 576, 165, 647]
advertisement [637, 990, 862, 1042]
advertisement [871, 62, 1096, 132]
ad-title: "DOES THIS APPEAL TO YOU?" [340, 944, 462, 954]
advertisement [483, 820, 628, 937]
advertisement [871, 1724, 1096, 1777]
advertisement [871, 619, 1096, 652]
ad-firm-name: GILCHRIST AND REID, [909, 1373, 1058, 1388]
ad-firm-address: BOX 16, FEILDING. [954, 1218, 1013, 1226]
advertisement [20, 888, 165, 936]
advertisement [483, 506, 628, 621]
ad-firm-name: BARRAUD & ABRAHAM, LTD. [654, 959, 845, 974]
advertisement [637, 542, 862, 595]
advertisement [174, 823, 319, 913]
ad-firm-name: E. C. W. TIBBITTS, [690, 1566, 809, 1581]
advertisement [483, 268, 628, 365]
ad-firm-address: LTD., WELLINGTON. [718, 183, 781, 191]
